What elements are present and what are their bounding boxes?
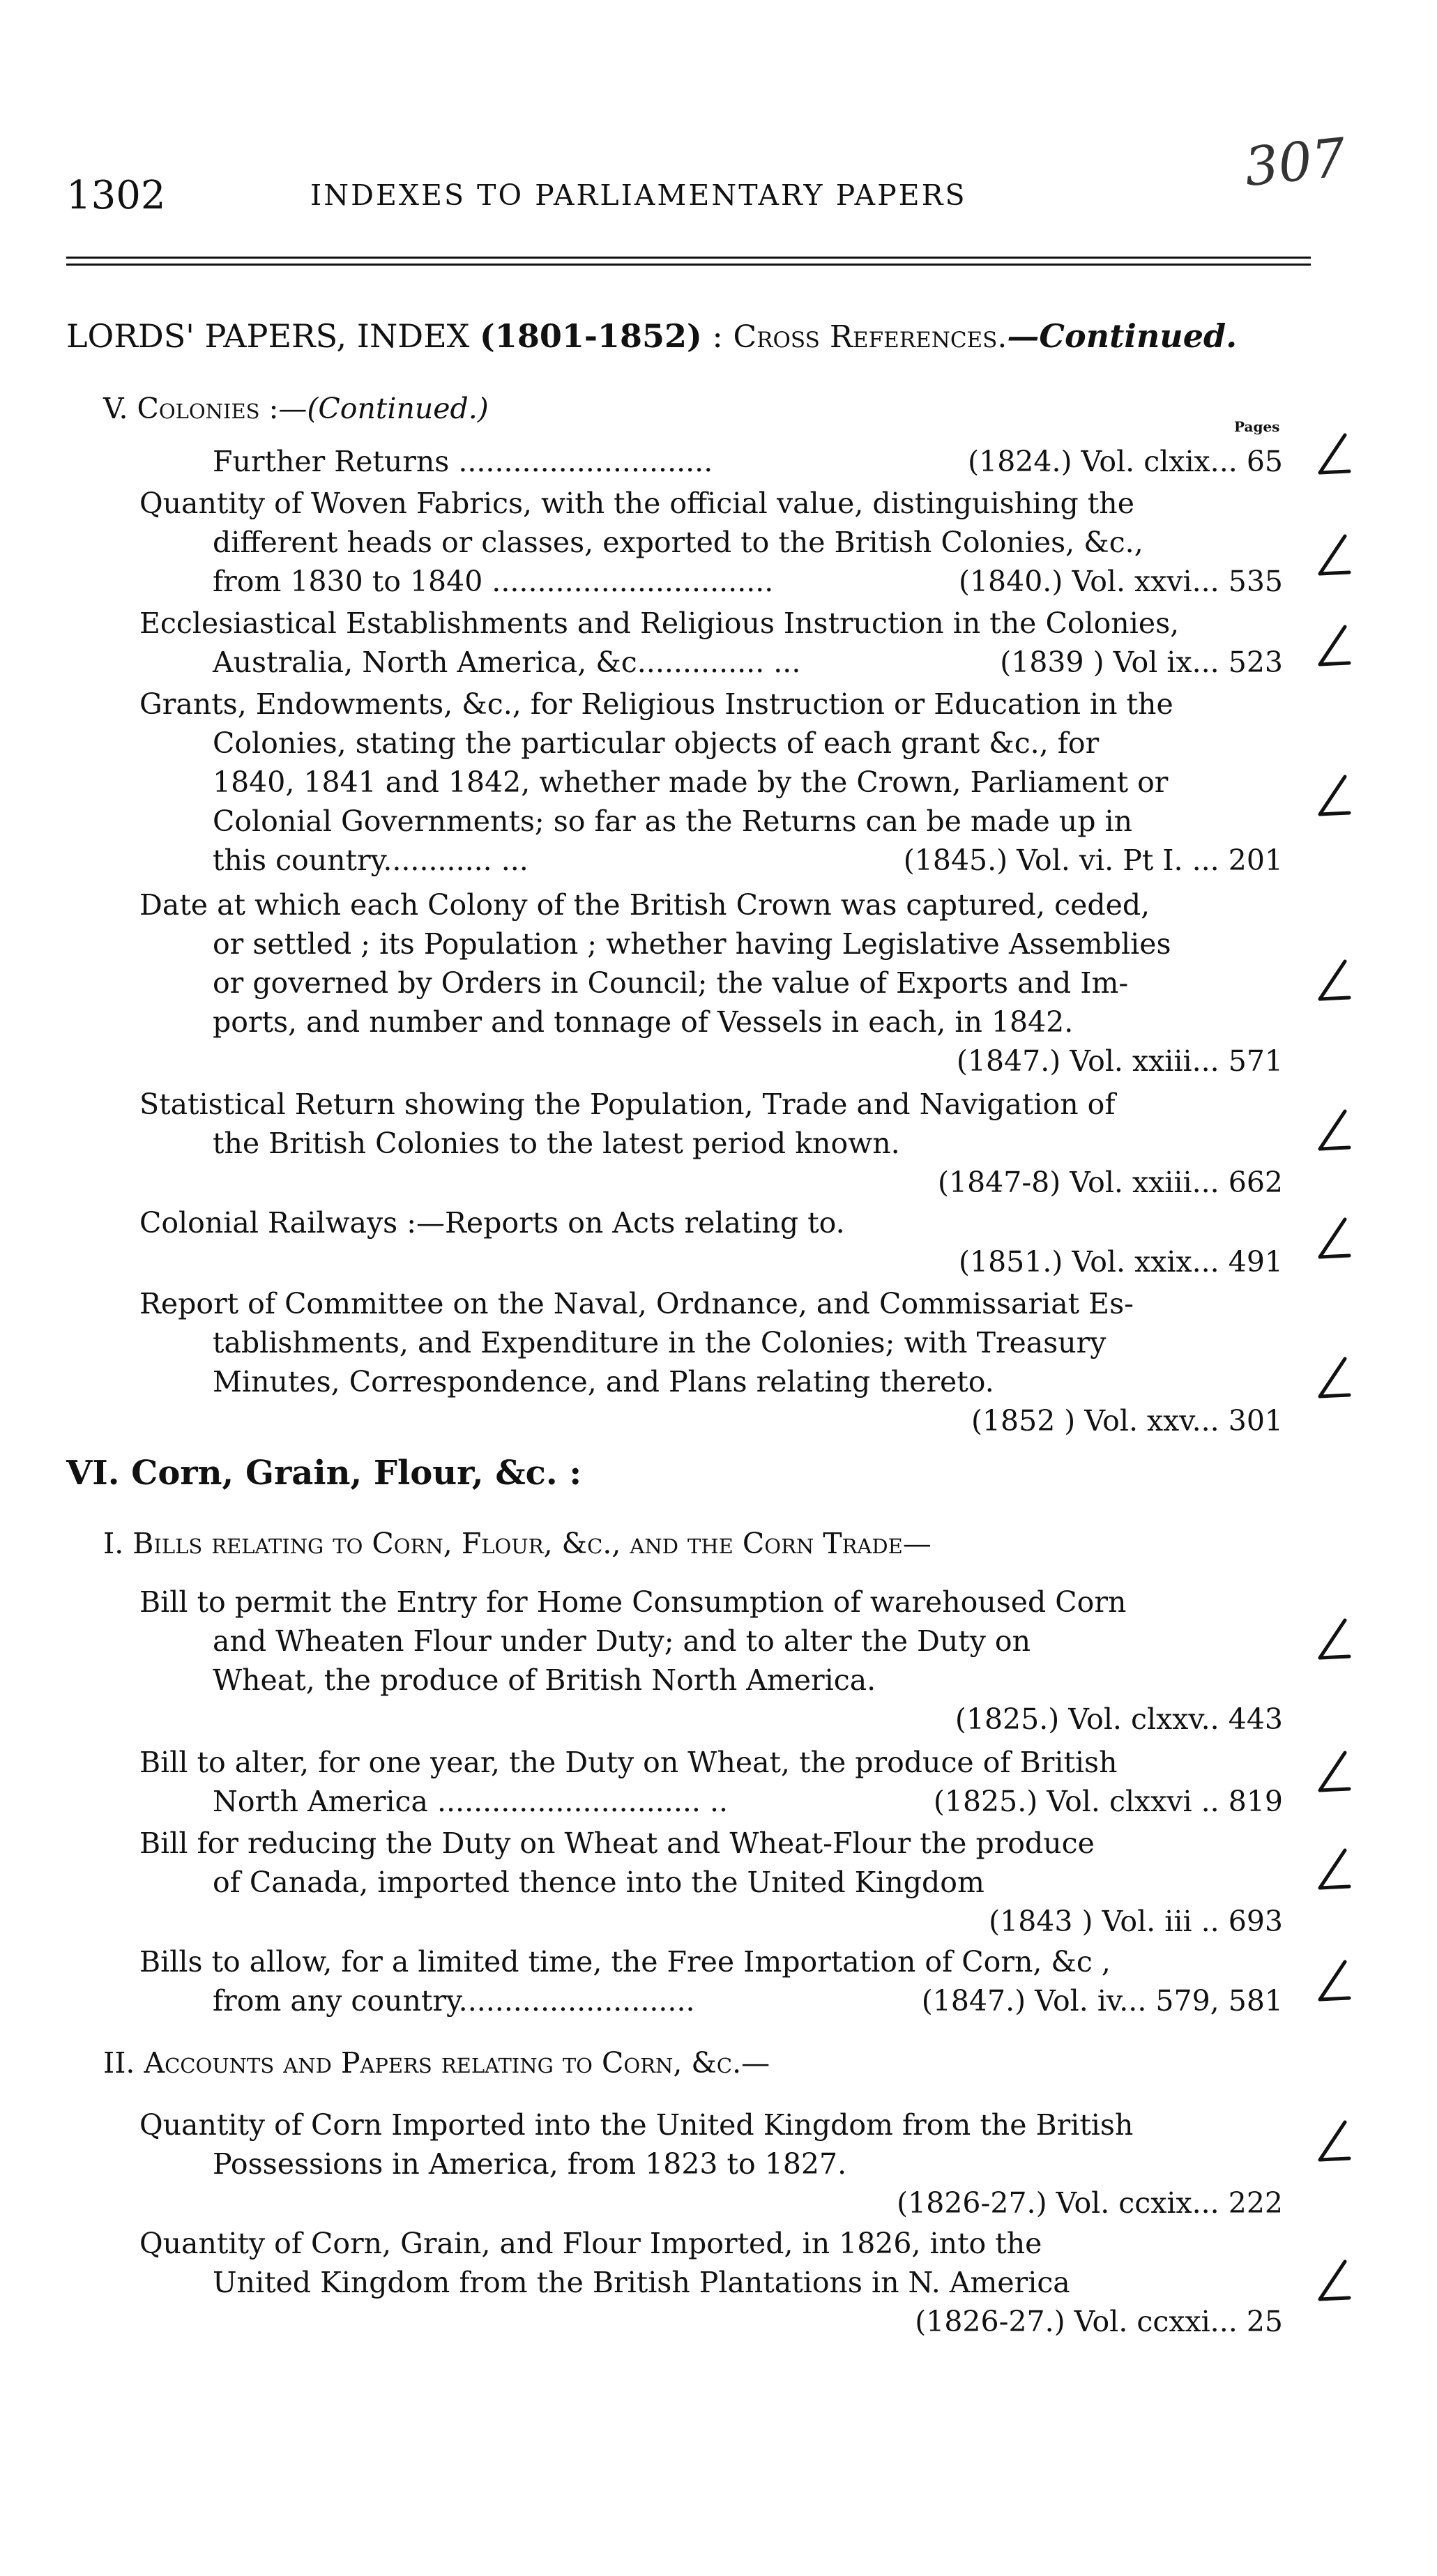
entry-reference: (1826-27.) Vol. ccxxi... — [915, 2305, 1238, 2338]
entry-reference: (1825.) Vol. clxxv.. — [955, 1702, 1219, 1736]
entry-line: 1840, 1841 and 1842, whether made by the Crown, Parliament or — [213, 765, 1169, 799]
entry-line: or governed by Orders in Council; the value of Exports and Im- — [213, 966, 1129, 1000]
index-entry — [139, 1583, 1283, 1739]
colonies-heading-label: V. Colonies : — [103, 392, 279, 425]
entry-line: from any country.......................... — [213, 1984, 695, 2018]
bills-heading-label: I. Bills relating to Corn, Flour, &c., and the Corn Trade— — [103, 1527, 932, 1560]
entry-reference: (1825.) Vol. clxxvi .. — [933, 1785, 1219, 1818]
entry-reference: (1847.) Vol. iv... — [921, 1984, 1147, 2018]
index-entry — [213, 442, 1283, 481]
index-entry — [139, 2105, 1283, 2223]
section-years: (1801-1852) — [480, 317, 702, 355]
accounts-heading-label: II. Accounts and Papers relating to Corn, &c.— — [103, 2046, 770, 2080]
entry-pages: 491 — [1228, 1245, 1283, 1279]
handwritten-check-icon — [1314, 1750, 1352, 1799]
entry-line: different heads or classes, exported to the British Colonies, &c., — [213, 526, 1143, 559]
index-entry — [139, 1284, 1283, 1440]
entry-line: ports, and number and tonnage of Vessels in each, in 1842. — [213, 1005, 1074, 1039]
entry-pages: 535 — [1228, 565, 1283, 598]
bills-heading — [103, 1527, 932, 1560]
entry-reference: (1840.) Vol. xxvi... — [958, 565, 1219, 598]
entry-line: Bill for reducing the Duty on Wheat and Wheat-Flour the produce — [139, 1827, 1095, 1860]
entry-line: this country............ ... — [213, 844, 529, 877]
handwritten-check-icon — [1314, 1217, 1352, 1265]
entry-pages: 662 — [1228, 1166, 1283, 1199]
pages-column-label: Pages — [1234, 418, 1280, 435]
entry-line: Bill to permit the Entry for Home Consumption of warehoused Corn — [139, 1585, 1127, 1619]
page-number: 1302 — [66, 173, 166, 218]
entry-pages: 301 — [1228, 1404, 1283, 1438]
entry-line: Colonial Governments; so far as the Returns can be made up in — [213, 805, 1132, 838]
colonies-heading — [103, 392, 489, 425]
entry-line: United Kingdom from the British Plantations in N. America — [213, 2266, 1070, 2299]
handwritten-check-icon — [1314, 1959, 1352, 2008]
section-separator: : — [712, 317, 723, 355]
corn-heading: VI. Corn, Grain, Flour, &c. : — [66, 1454, 582, 1493]
entry-pages: 819 — [1228, 1785, 1283, 1818]
entry-pages: 571 — [1228, 1044, 1283, 1078]
entry-line: North America ............................. .. — [213, 1785, 729, 1818]
running-header — [66, 125, 1349, 229]
entry-line: Ecclesiastical Establishments and Religious Instruction in the Colonies, — [139, 607, 1180, 640]
entry-line: Quantity of Corn, Grain, and Flour Imported, in 1826, into the — [139, 2227, 1042, 2260]
entry-line: Report of Committee on the Naval, Ordnance, and Commissariat Es- — [139, 1287, 1134, 1320]
entry-pages: 65 — [1246, 445, 1283, 478]
index-entry — [139, 1085, 1283, 1202]
index-entry — [139, 1824, 1283, 1941]
handwritten-check-icon — [1314, 1847, 1352, 1896]
entry-reference: (1851.) Vol. xxix... — [959, 1245, 1219, 1279]
entry-line: of Canada, imported thence into the United Kingdom — [213, 1866, 984, 1899]
entry-reference: (1845.) Vol. vi. Pt I. ... — [903, 844, 1219, 877]
section-prefix: LORDS' PAPERS, INDEX — [66, 317, 470, 355]
entry-pages: 579, 581 — [1155, 1984, 1283, 2018]
entry-line: from 1830 to 1840 ............................... — [213, 565, 774, 598]
handwritten-check-icon — [1314, 1356, 1352, 1405]
entry-line: the British Colonies to the latest period known. — [213, 1127, 900, 1160]
colonies-heading-continued: —(Continued.) — [278, 392, 489, 425]
entry-line: Wheat, the produce of British North America. — [213, 1663, 876, 1697]
entry-line: tablishments, and Expenditure in the Colonies; with Treasury — [213, 1326, 1107, 1359]
entry-pages: 25 — [1246, 2305, 1283, 2338]
index-entry — [139, 1203, 1283, 1281]
handwritten-check-icon — [1314, 624, 1352, 673]
entry-line: Quantity of Woven Fabrics, with the official value, distinguishing the — [139, 487, 1134, 520]
entry-pages: 523 — [1228, 646, 1283, 679]
entry-pages: 693 — [1228, 1905, 1283, 1938]
entry-reference: (1839 ) Vol ix... — [1000, 646, 1219, 679]
section-heading — [66, 317, 1237, 355]
entry-line: or settled ; its Population ; whether having Legislative Assemblies — [213, 927, 1171, 961]
handwritten-check-icon — [1314, 959, 1352, 1007]
entry-reference: (1847.) Vol. xxiii... — [956, 1044, 1219, 1078]
entry-line: Possessions in America, from 1823 to 1827. — [213, 2147, 847, 2181]
index-entry — [139, 685, 1283, 880]
index-entry — [139, 885, 1283, 1081]
handwritten-check-icon — [1314, 1617, 1352, 1666]
index-entry — [139, 1743, 1283, 1821]
entry-line: Bill to alter, for one year, the Duty on Wheat, the produce of British — [139, 1746, 1118, 1779]
entry-pages: 443 — [1228, 1702, 1283, 1736]
index-entry — [139, 604, 1283, 682]
entry-line: Quantity of Corn Imported into the United Kingdom from the British — [139, 2108, 1134, 2142]
entry-line: Further Returns ............................ — [213, 445, 713, 478]
handwritten-check-icon — [1314, 2259, 1352, 2308]
index-entry — [139, 484, 1283, 601]
entry-line: Date at which each Colony of the British Crown was captured, ceded, — [139, 888, 1150, 922]
entry-line: Grants, Endowments, &c., for Religious Instruction or Education in the — [139, 687, 1173, 721]
header-rule-bottom — [66, 264, 1311, 266]
handwritten-check-icon — [1314, 2119, 1352, 2168]
index-entry — [139, 2224, 1283, 2341]
handwritten-check-icon — [1314, 533, 1352, 582]
handwritten-check-icon — [1314, 432, 1352, 481]
entry-pages: 222 — [1228, 2186, 1283, 2220]
entry-pages: 201 — [1228, 844, 1283, 877]
entry-line: Bills to allow, for a limited time, the Free Importation of Corn, &c , — [139, 1945, 1111, 1979]
entry-reference: (1843 ) Vol. iii .. — [989, 1905, 1219, 1938]
accounts-heading — [103, 2046, 770, 2080]
entry-reference: (1824.) Vol. clxix... — [968, 445, 1238, 478]
handwritten-check-icon — [1314, 1108, 1352, 1157]
entry-reference: (1847-8) Vol. xxiii... — [937, 1166, 1219, 1199]
entry-reference: (1826-27.) Vol. ccxix... — [897, 2186, 1219, 2220]
running-title: INDEXES TO PARLIAMENTARY PAPERS — [310, 178, 967, 212]
entry-line: Colonies, stating the particular objects of each grant &c., for — [213, 726, 1100, 760]
handwritten-marginal-number: 307 — [1241, 125, 1349, 199]
entry-line: and Wheaten Flour under Duty; and to alter the Duty on — [213, 1624, 1031, 1658]
entry-line: Statistical Return showing the Population, Trade and Navigation of — [139, 1088, 1116, 1121]
entry-reference: (1852 ) Vol. xxv... — [971, 1404, 1219, 1438]
header-rule-top — [66, 257, 1311, 259]
handwritten-check-icon — [1314, 774, 1352, 823]
entry-line: Minutes, Correspondence, and Plans relating thereto. — [213, 1365, 994, 1398]
index-entry — [139, 1942, 1283, 2020]
entry-line: Australia, North America, &c.............. ... — [213, 646, 801, 679]
section-continued: —Continued. — [1007, 317, 1238, 355]
entry-line: Colonial Railways :—Reports on Acts relating to. — [139, 1206, 845, 1240]
section-subject: Cross References. — [733, 319, 1008, 355]
